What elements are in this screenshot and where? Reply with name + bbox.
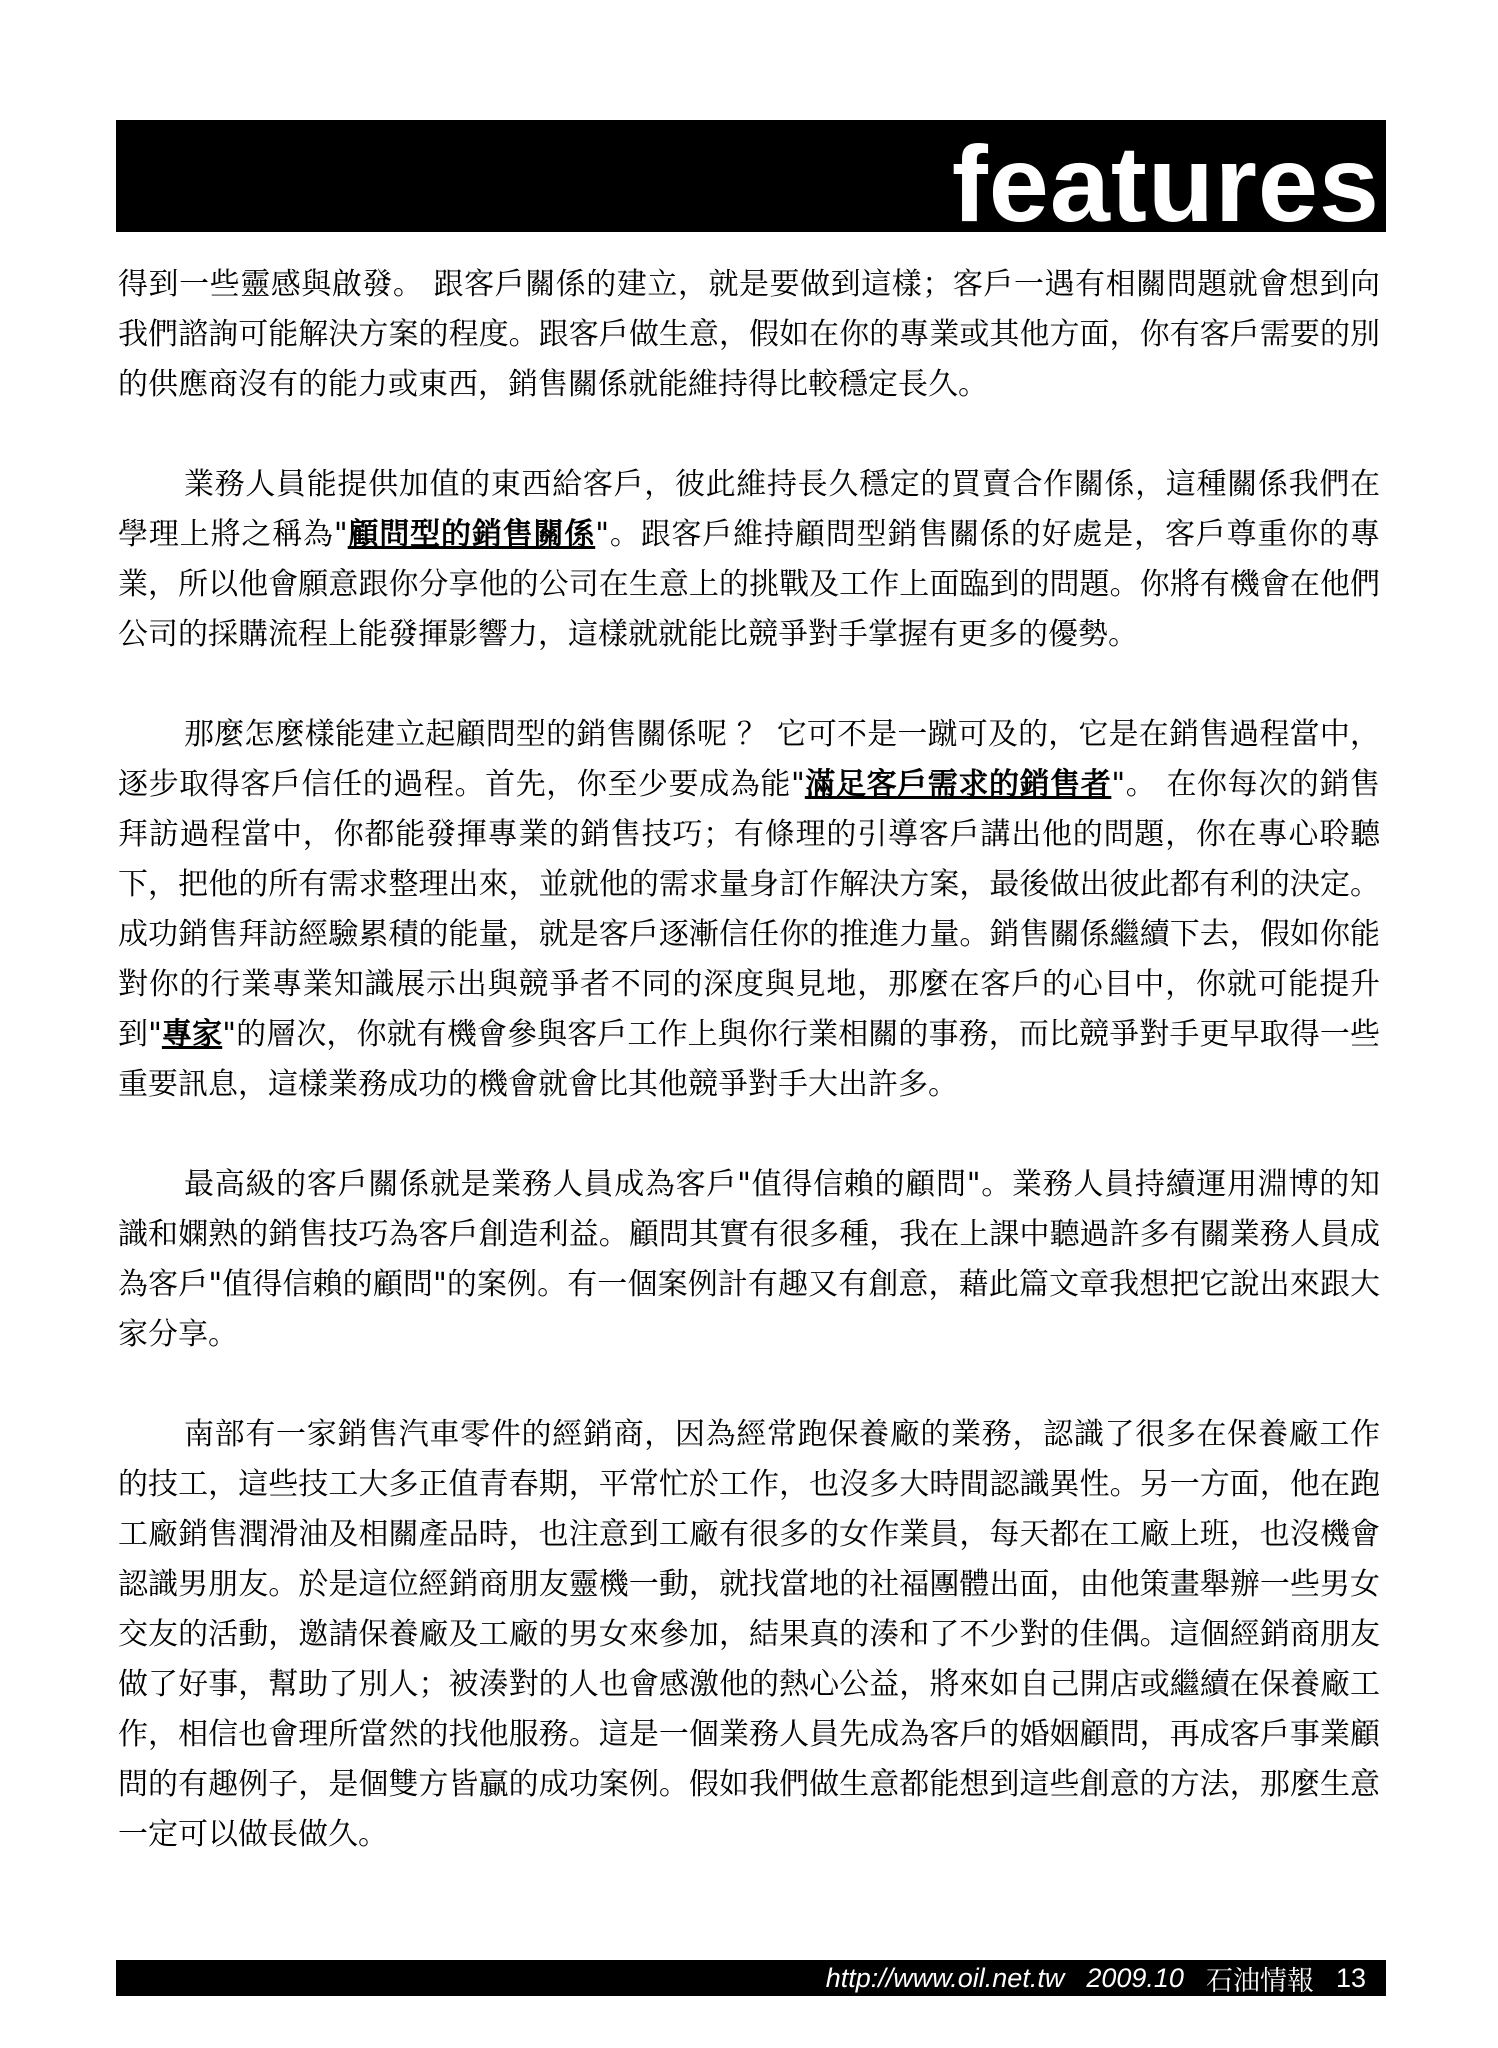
text-run: 業務人員能提供加值的東西給客戶，彼此維持長久穩定的買賣合作關係，這種關係我們在學理上將之稱為" [118,467,1380,552]
text-run: 那麼怎麼樣能建立起顧問型的銷售關係呢 ？ 它可不是一蹴可及的，它是在銷售過程當中，逐步取得客戶信任的過程。首先，你至少要成為能" [118,717,1380,802]
text-run: "。跟客戶維持顧問型銷售關係的好處是，客戶尊重你的專業，所以他會願意跟你分享他的公司在生意上的挑戰及工作上面臨到的問題。你將有機會在他們公司的採購流程上能發揮影響力，這樣就就能比競爭對手掌握有更多的優勢。 [118,517,1380,652]
emphasis-needs-satisfier: 滿足客戶需求的銷售者 [804,767,1112,802]
text-run: 南部有一家銷售汽車零件的經銷商，因為經常跑保養廠的業務，認識了很多在保養廠工作的技工，這些技工大多正值青春期，平常忙於工作，也沒多大時間認識異性。另一方面，他在跑工廠銷售潤滑油及相關產品時，也注意到工廠有很多的女作業員，每天都在工廠上班，也沒機會認識男朋友。於是這位經銷商朋友靈機一動，就找當地的社福團體出面，由他策畫舉辦一些男女交友的活動，邀請保養廠及工廠的男女來參加，結果真的湊和了不少對的佳偶。這個經銷商朋友做了好事，幫助了別人；被湊對的人也會感激他的熱心公益，將來如自己開店或繼續在保養廠工作，相信也會理所當然的找他服務。這是一個業務人員先成為客戶的婚姻顧問，再成客戶事業顧問的有趣例子，是個雙方皆贏的成功案例。假如我們做生意都能想到這些創意的方法，那麼生意一定可以做長做久。 [118,1417,1380,1852]
paragraph-3 [118,710,1380,1110]
paragraph-2 [118,460,1380,660]
footer-publication: 石油情報 [1205,1965,1314,1996]
paragraph-4 [118,1160,1380,1360]
emphasis-consultative-relationship: 顧問型的銷售關係 [347,517,596,552]
text-run: "。 在你每次的銷售拜訪過程當中，你都能發揮專業的銷售技巧；有條理的引導客戶講出他的問題，你在專心聆聽下，把他的所有需求整理出來，並就他的需求量身訂作解決方案，最後做出彼此都有利的決定。成功銷售拜訪經驗累積的能量，就是客戶逐漸信任你的推進力量。銷售關係繼續下去，假如你能對你的行業專業知識展示出與競爭者不同的深度與見地，那麼在客戶的心目中，你就可能提升到" [118,767,1380,1052]
text-run: "的層次，你就有機會參與客戶工作上與你行業相關的事務，而比競爭對手更早取得一些重要訊息，這樣業務成功的機會就會比其他競爭對手大出許多。 [118,1017,1380,1102]
page-number: 13 [1335,1962,1366,1993]
emphasis-expert: 專家 [161,1017,223,1052]
paragraph-1 [118,260,1380,410]
text-run: 最高級的客戶關係就是業務人員成為客戶"值得信賴的顧問"。業務人員持續運用淵博的知識和嫻熟的銷售技巧為客戶創造利益。顧問其實有很多種，我在上課中聽過許多有關業務人員成為客戶"值得信賴的顧問"的案例。有一個案例計有趣又有創意，藉此篇文章我想把它說出來跟大家分享。 [118,1167,1380,1352]
paragraph-5 [118,1410,1380,1860]
article-body [118,260,1380,1910]
footer-url: http://www.oil.net.tw [825,1962,1065,1993]
header-bar [116,120,1386,244]
footer-date: 2009.10 [1086,1962,1184,1993]
footer-bar [116,1960,1386,1996]
text-run: 得到一些靈感與啟發。 跟客戶關係的建立，就是要做到這樣；客戶一遇有相關問題就會想到向我們諮詢可能解決方案的程度。跟客戶做生意，假如在你的專業或其他方面，你有客戶需要的別的供應商沒有的能力或東西，銷售關係就能維持得比較穩定長久。 [118,267,1380,402]
section-title: features [951,123,1380,244]
